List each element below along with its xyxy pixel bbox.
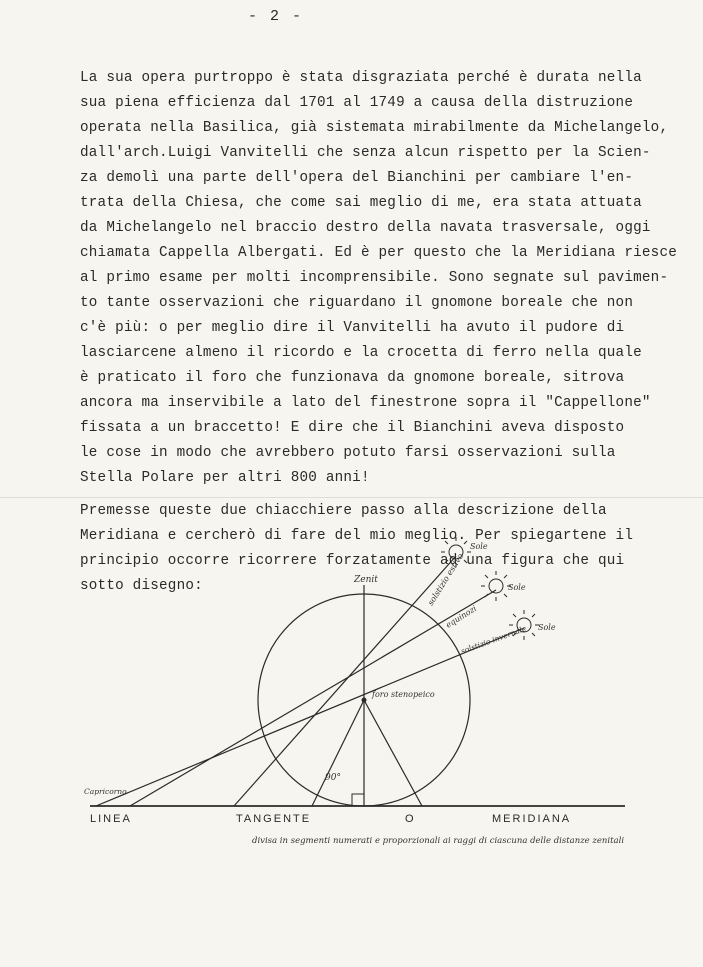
figure-caption: divisa in segmenti numerati e proporzionali ai raggi di ciascuna delle distanze zenitali	[252, 836, 625, 846]
summer-solstice-label: solstizio estivo	[426, 551, 466, 608]
text-line: trata della Chiesa, che come sai meglio di me, era stata attuata	[80, 195, 642, 211]
aperture-point	[362, 698, 367, 703]
text-line: è praticato il foro che funzionava da gnomone boreale, sitrova	[80, 370, 625, 386]
ray-winter-solstice	[96, 628, 524, 806]
meridiana-label: MERIDIANA	[492, 813, 572, 825]
ray-secondary	[364, 700, 422, 806]
winter-solstice-label: solstizio invernale	[459, 623, 528, 656]
tangente-label: TANGENTE	[236, 813, 312, 825]
ray-summer-solstice	[234, 556, 456, 806]
text-line: La sua opera purtroppo è stata disgraziata perché è durata nella	[80, 70, 642, 86]
text-line: fissata a un braccetto! E dire che il Bianchini aveva disposto	[80, 420, 625, 436]
angle-label: 90°	[325, 773, 341, 783]
text-line: Stella Polare per altri 800 anni!	[80, 470, 370, 486]
text-line: operata nella Basilica, già sistemata mirabilmente da Michelangelo,	[80, 120, 669, 136]
text-line: za demolì una parte dell'opera del Bianchini per cambiare l'en-	[80, 170, 634, 186]
aperture-label: foro stenopeico	[372, 690, 435, 699]
o-label: O	[405, 813, 416, 825]
sun-label-winter: Sole	[538, 623, 556, 632]
text-line: al primo esame per molti incomprensibile. Sono segnate sul pavimen-	[80, 270, 669, 286]
text-line: to tante osservazioni che riguardano il gnomone boreale che non	[80, 295, 634, 311]
sun-equinox-icon	[481, 571, 511, 601]
text-line: Meridiana e cercherò di fare del mio meglio. Per spiegartene il	[80, 528, 634, 544]
sun-label-equinox: Sole	[508, 583, 526, 592]
capricorn-label: Capricorno	[84, 787, 127, 796]
zenit-label: Zenit	[354, 575, 378, 585]
text-line: dall'arch.Luigi Vanvitelli che senza alcun rispetto per la Scien-	[80, 145, 651, 161]
linea-label: LINEA	[90, 813, 132, 825]
text-line: Premesse queste due chiacchiere passo alla descrizione della	[80, 503, 607, 519]
text-line: sotto disegno:	[80, 578, 203, 594]
text-line: da Michelangelo nel braccio destro della navata trasversale, oggi	[80, 220, 651, 236]
text-line: chiamata Cappella Albergati. Ed è per questo che la Meridiana riesce	[80, 245, 678, 261]
right-angle-mark	[352, 794, 364, 806]
text-line: ancora ma inservibile a lato del finestrone sopra il "Cappellone"	[80, 395, 651, 411]
text-line: lasciarcene almeno il ricordo e la crocetta di ferro nella quale	[80, 345, 642, 361]
text-line: le cose in modo che avrebbero potuto farsi osservazioni sulla	[80, 445, 616, 461]
sun-label-summer: Sole	[470, 542, 488, 551]
equinox-label: equinozi	[444, 603, 479, 630]
ray-secondary-left	[312, 700, 364, 806]
text-line: sua piena efficienza dal 1701 al 1749 a causa della distruzione	[80, 95, 634, 111]
text-line: principio occorre ricorrere forzatamente ad una figura che qui	[80, 553, 625, 569]
page-number: - 2 -	[248, 8, 304, 25]
text-line: c'è più: o per meglio dire il Vanvitelli ha avuto il pudore di	[80, 320, 625, 336]
